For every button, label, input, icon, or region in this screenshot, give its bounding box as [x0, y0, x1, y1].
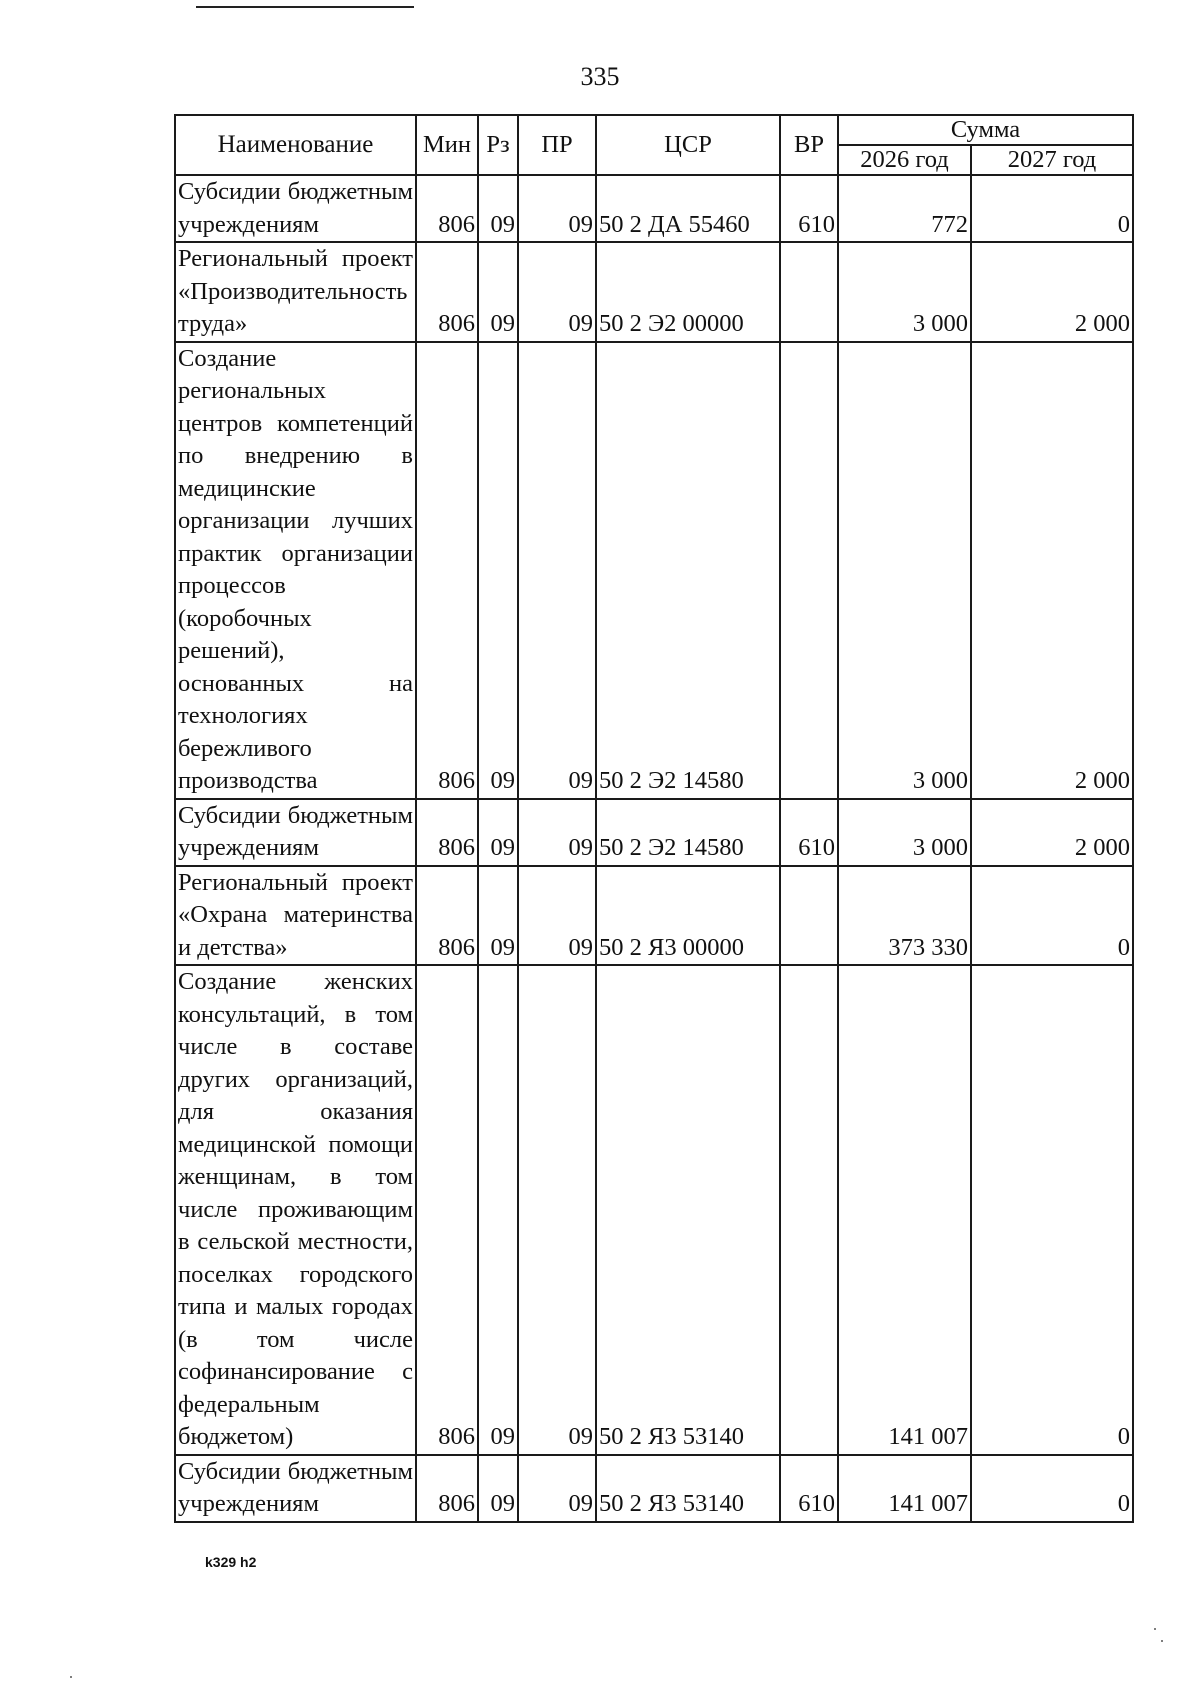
- row-name: Региональный проект «Производительность труда»: [175, 242, 416, 342]
- table-row: [175, 342, 1133, 799]
- row-pr: 09: [518, 866, 596, 966]
- row-csr: 50 2 Э2 14580: [596, 799, 780, 866]
- table-row: [175, 242, 1133, 342]
- header-csr: ЦСР: [596, 115, 780, 175]
- row-sum-2026: 3 000: [838, 242, 971, 342]
- row-pr: 09: [518, 965, 596, 1455]
- row-sum-2027: 2 000: [971, 342, 1133, 799]
- row-min: 806: [416, 866, 478, 966]
- row-vr: 610: [780, 175, 838, 242]
- header-name: Наименование: [175, 115, 416, 175]
- row-sum-2027: 2 000: [971, 799, 1133, 866]
- row-name: Создание региональных центров компетенций по внедрению в медицинские организации лучших практик организации процессов (коробочных решений), основанных на технологиях бережливого производства: [175, 342, 416, 799]
- row-rz: 09: [478, 242, 518, 342]
- row-rz: 09: [478, 965, 518, 1455]
- row-name: Создание женских консультаций, в том числе в составе других организаций, для оказания медицинской помощи женщинам, в том числе проживающим в сельской местности, поселках городского типа и малых городах (в том числе софинансирование с федеральным бюджетом): [175, 965, 416, 1455]
- row-csr: 50 2 ДА 55460: [596, 175, 780, 242]
- table-body: [175, 175, 1133, 1522]
- row-rz: 09: [478, 342, 518, 799]
- row-vr: [780, 242, 838, 342]
- row-sum-2026: 141 007: [838, 965, 971, 1455]
- row-vr: [780, 866, 838, 966]
- footer-document-code: k329 h2: [205, 1554, 257, 1570]
- row-sum-2027: 0: [971, 866, 1133, 966]
- header-pr: ПР: [518, 115, 596, 175]
- scan-speck: [70, 1676, 72, 1678]
- header-rz: Рз: [478, 115, 518, 175]
- row-sum-2026: 3 000: [838, 342, 971, 799]
- table-row: [175, 1455, 1133, 1522]
- row-rz: 09: [478, 1455, 518, 1522]
- row-name: Субсидии бюджетным учреждениям: [175, 1455, 416, 1522]
- header-sum: Сумма: [838, 115, 1133, 145]
- row-vr: 610: [780, 799, 838, 866]
- scan-speck: [1154, 1628, 1156, 1630]
- page-number: 335: [580, 62, 620, 91]
- row-pr: 09: [518, 175, 596, 242]
- row-min: 806: [416, 1455, 478, 1522]
- row-rz: 09: [478, 799, 518, 866]
- table-header: [175, 115, 1133, 175]
- row-sum-2026: 772: [838, 175, 971, 242]
- row-vr: 610: [780, 1455, 838, 1522]
- row-vr: [780, 342, 838, 799]
- row-csr: 50 2 Я3 53140: [596, 1455, 780, 1522]
- row-csr: 50 2 Э2 14580: [596, 342, 780, 799]
- row-name: Субсидии бюджетным учреждениям: [175, 799, 416, 866]
- table-row: [175, 965, 1133, 1455]
- row-sum-2027: 0: [971, 175, 1133, 242]
- row-rz: 09: [478, 866, 518, 966]
- row-min: 806: [416, 342, 478, 799]
- row-min: 806: [416, 242, 478, 342]
- row-sum-2027: 2 000: [971, 242, 1133, 342]
- row-pr: 09: [518, 799, 596, 866]
- table-row: [175, 175, 1133, 242]
- table-row: [175, 799, 1133, 866]
- row-sum-2026: 141 007: [838, 1455, 971, 1522]
- header-year-2027: 2027 год: [971, 145, 1133, 175]
- scan-speck: [1161, 1640, 1163, 1642]
- row-pr: 09: [518, 342, 596, 799]
- row-sum-2027: 0: [971, 965, 1133, 1455]
- row-sum-2026: 3 000: [838, 799, 971, 866]
- row-sum-2026: 373 330: [838, 866, 971, 966]
- budget-table: [174, 114, 1134, 1523]
- row-min: 806: [416, 175, 478, 242]
- row-min: 806: [416, 965, 478, 1455]
- row-csr: 50 2 Я3 53140: [596, 965, 780, 1455]
- row-csr: 50 2 Э2 00000: [596, 242, 780, 342]
- row-pr: 09: [518, 1455, 596, 1522]
- row-min: 806: [416, 799, 478, 866]
- row-rz: 09: [478, 175, 518, 242]
- scan-edge-mark: [196, 6, 414, 8]
- row-sum-2027: 0: [971, 1455, 1133, 1522]
- header-min: Мин: [416, 115, 478, 175]
- row-vr: [780, 965, 838, 1455]
- row-csr: 50 2 Я3 00000: [596, 866, 780, 966]
- table-row: [175, 866, 1133, 966]
- row-name: Субсидии бюджетным учреждениям: [175, 175, 416, 242]
- header-vr: ВР: [780, 115, 838, 175]
- row-pr: 09: [518, 242, 596, 342]
- header-year-2026: 2026 год: [838, 145, 971, 175]
- row-name: Региональный проект «Охрана материнства и детства»: [175, 866, 416, 966]
